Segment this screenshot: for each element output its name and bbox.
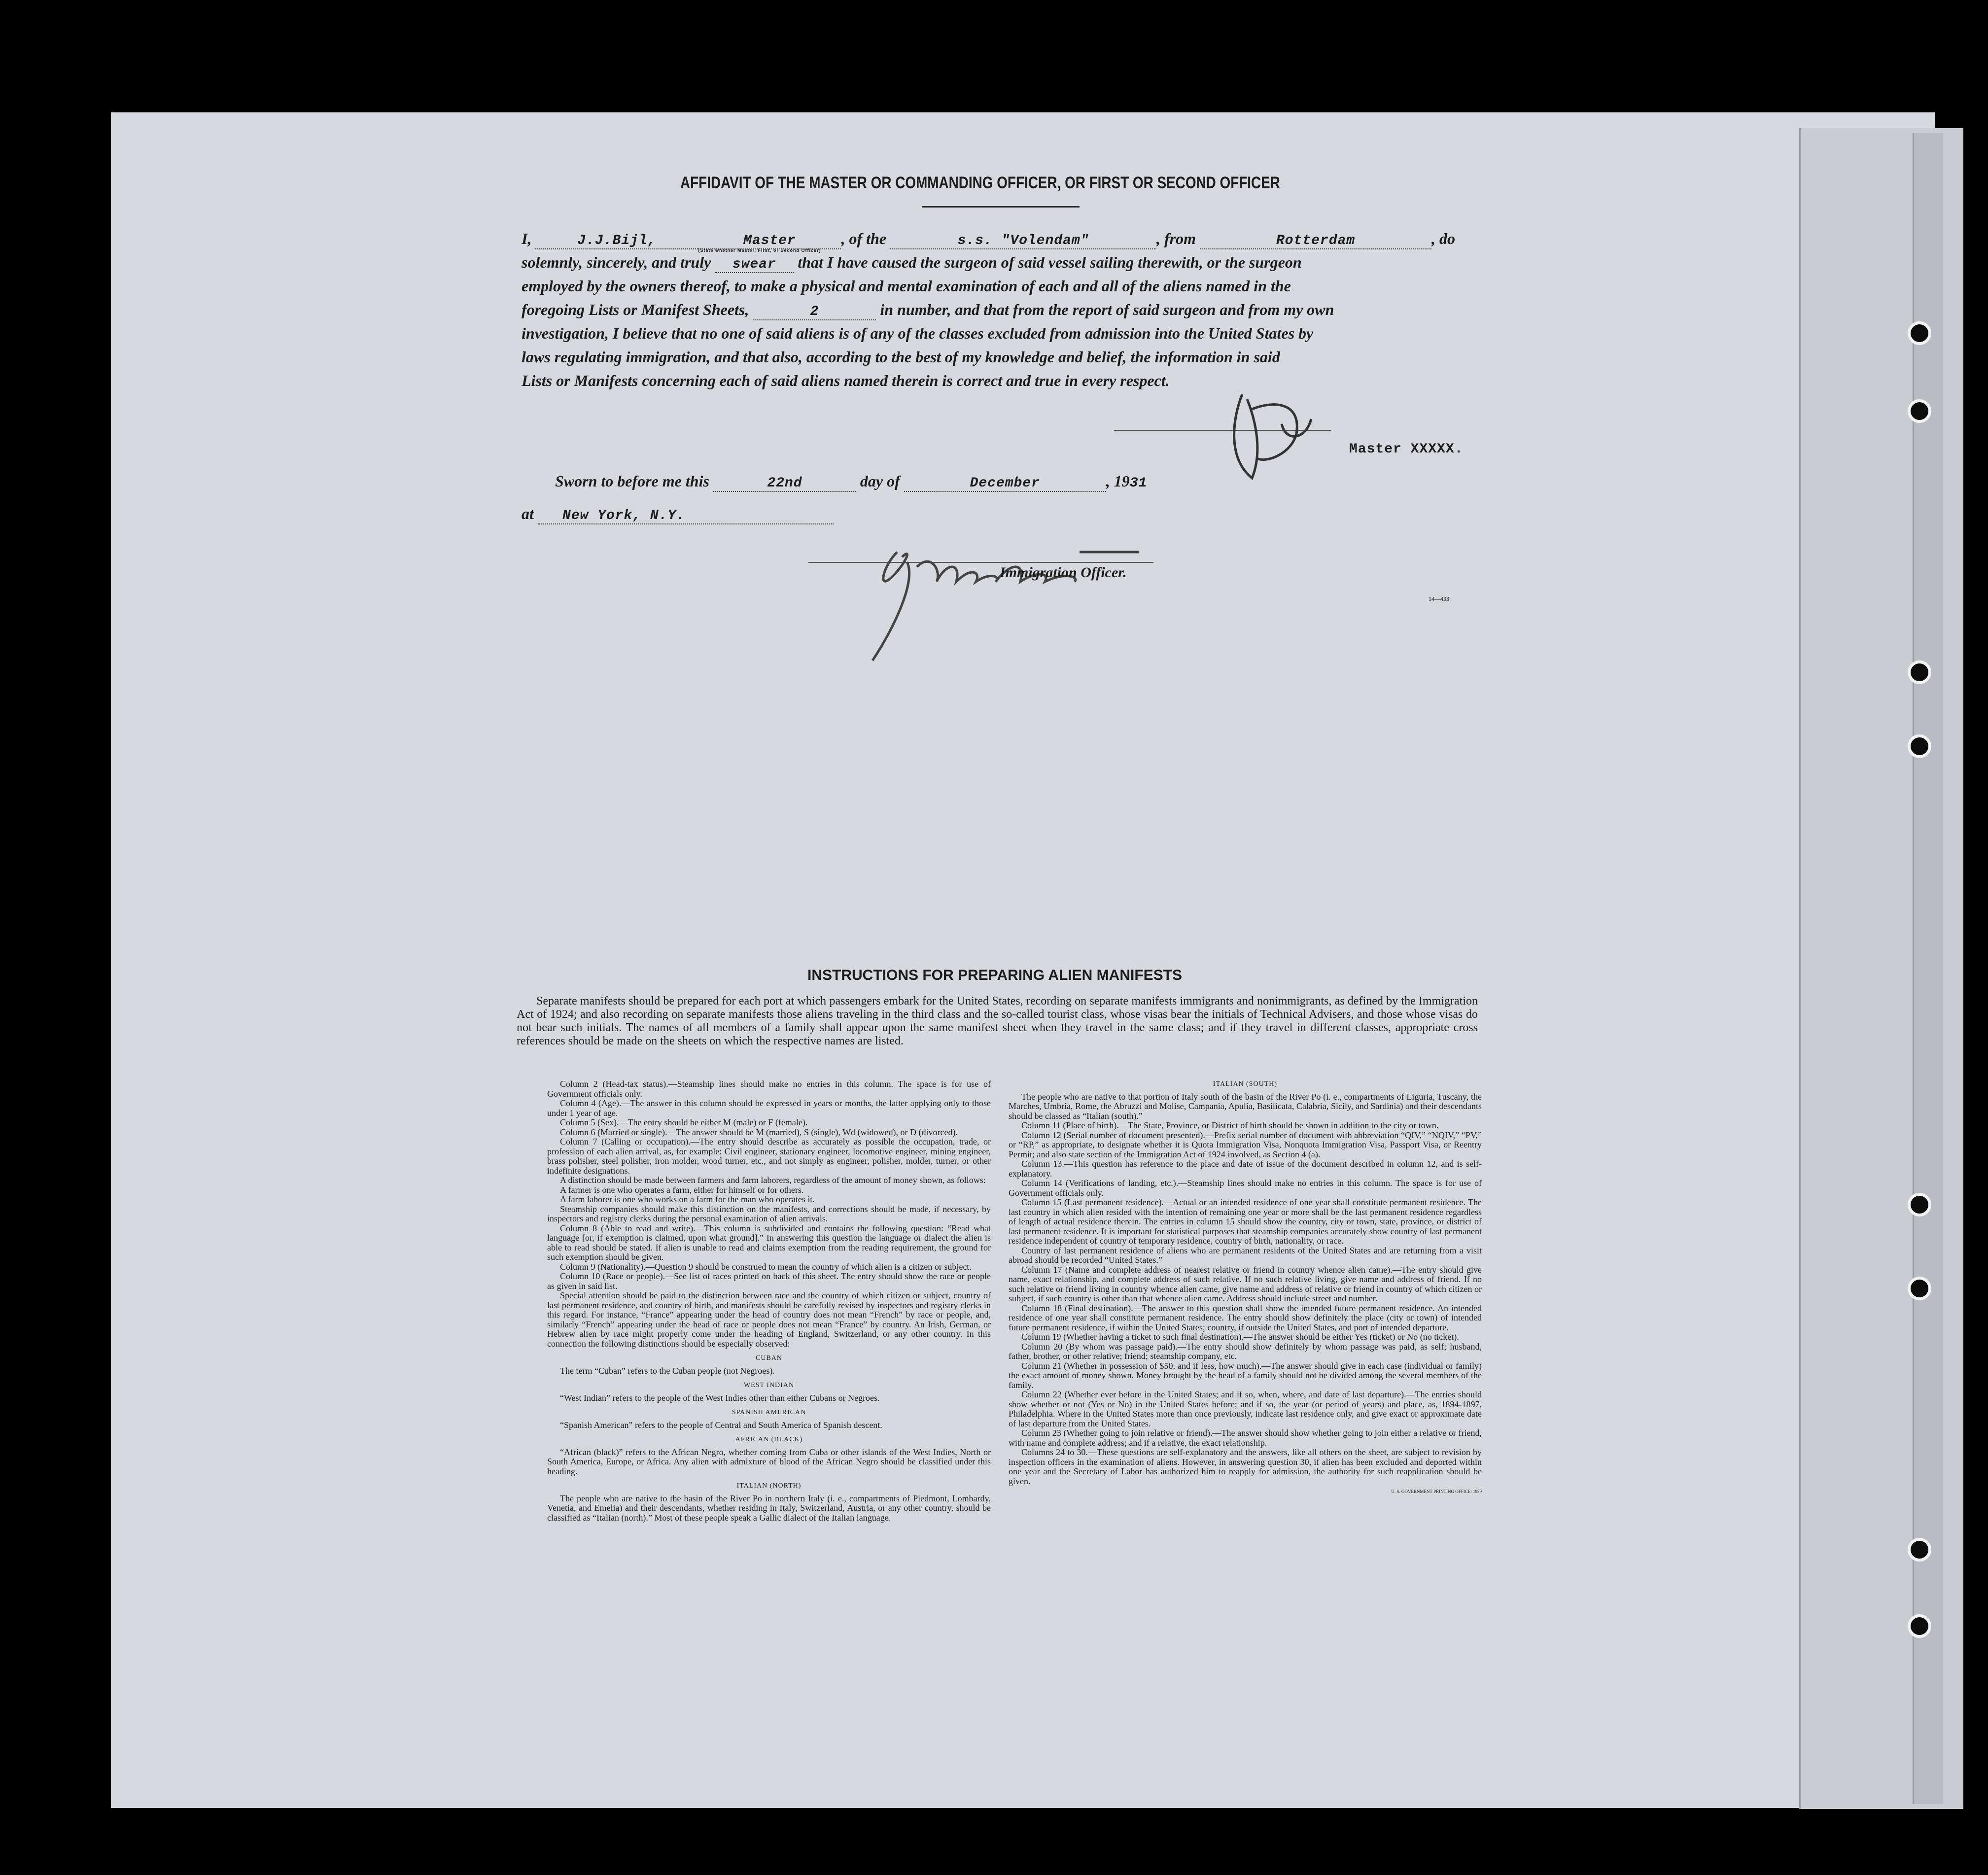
text-foregoing: foregoing Lists or Manifest Sheets,: [522, 301, 749, 318]
section-heading: SPANISH AMERICAN: [732, 1409, 806, 1416]
section-text: “African (black)” refers to the African Negro, whether coming from Cuba or other islands of the West Indies, North or South America, Europe, or Africa. Any alien with admixture of blood of the African Negro should be classified under this heading.: [547, 1447, 991, 1476]
right-paragraph: Column 18 (Final destination).—The answer to this question shall show the intended future permanent residence. An intended residence of one year shall constitute permanent residence. The entry should show definitely the place (city or town) of intended future permanent residence, if within the United States; country, if outside the United States, and port of intended departure.: [1009, 1303, 1482, 1332]
instructions-title: INSTRUCTIONS FOR PREPARING ALIEN MANIFESTS: [807, 967, 1183, 983]
section-heading: WEST INDIAN: [743, 1382, 795, 1389]
left-paragraph: Column 7 (Calling or occupation).—The entry should describe as accurately as possible the occupation, trade, or profession of each alien arrival, as, for example: Civil engineer, stationary engineer, locomotive engineer, mining engineer, brass polisher, steel polisher, iron molder, wood turner, etc., and not simply as engineer, polisher, molder, turner, or other indefinite designations.: [547, 1137, 991, 1176]
vessel-name: s.s. "Volendam": [957, 233, 1089, 248]
section-heading: ITALIAN (SOUTH): [1213, 1080, 1278, 1088]
binder-hole: [1908, 1538, 1931, 1562]
text-19: , 19: [1106, 472, 1130, 490]
left-paragraph: Steamship companies should make this distinction on the manifests, and corrections should be made, if necessary, by inspectors and registry clerks during the personal examination of alien arrivals.: [547, 1204, 991, 1223]
binder-hole: [1908, 1277, 1931, 1300]
sheet-count: 2: [810, 304, 819, 319]
sworn-day-field: [713, 476, 856, 492]
sworn-month-field: [904, 476, 1106, 492]
section-heading: AFRICAN (BLACK): [735, 1436, 803, 1443]
rank-note: (State whether Master, First, or Second Officer): [698, 248, 821, 253]
section-text: “Spanish American” refers to the people of Central and South America of Spanish descent.: [560, 1420, 882, 1430]
binder-hole: [1908, 734, 1931, 758]
right-paragraph: Columns 24 to 30.—These questions are self-explanatory and the answers, like all others on the sheet, are subject to revision by inspection officers in the examination of aliens. However, in answering question 30, if alien has been excluded and deported within one year and the Secretary of Labor has authorized him to reapply for admission, the authority for such reapplication should be given.: [1009, 1447, 1482, 1486]
affidavit-line1: [522, 230, 1455, 253]
left-paragraph: Column 4 (Age).—The answer in this column should be expressed in years or months, the latter applying only to those under 1 year of age.: [547, 1098, 991, 1118]
affidavit-line3: employed by the owners thereof, to make a physical and mental examination of each and all of the aliens named in the: [522, 277, 1291, 295]
section-text: The people who are native to the basin of the River Po in northern Italy (i. e., compartments of Piedmont, Lombardy, Venetia, and Emelia) and their descendants, whether residing in Italy, Switzerland, Austria, or any other country, should be classified as “Italian (north).” Most of these people speak a Gallic dialect of the Italian language.: [547, 1493, 991, 1523]
text-solemnly: solemnly, sincerely, and truly: [522, 253, 711, 271]
right-paragraph: The people who are native to that portion of Italy south of the basin of the River Po (i. e., compartments of Liguria, Tuscany, the Marches, Umbria, Rome, the Abruzzi and Molise, Campania, Apulia, Basilicata, Calabria, Sicily, and Sardinia) and their descendants should be classed as “Italian (south).”: [1009, 1091, 1482, 1121]
left-paragraph: A farmer is one who operates a farm, either for himself or for others.: [560, 1184, 804, 1195]
text-do: , do: [1431, 230, 1455, 247]
sworn-place: New York, N.Y.: [562, 508, 686, 523]
title-underline: [922, 206, 1080, 208]
oath-field: [715, 257, 794, 273]
text-at: at: [522, 505, 534, 522]
text-sworn: Sworn to before me this: [555, 472, 709, 490]
sworn-month: December: [970, 476, 1040, 491]
right-paragraph: Column 15 (Last permanent residence).—Actual or an intended residence of one year shall constitute permanent residence. The last country in which alien resided with the intention of remaining one year or more shall be the last permanent residence regardless of length of actual residence therein. The entries in column 15 should show the country, city or town, state, province, or district of last permanent residence. It is important for statistical purposes that steamship companies accurately show country of last permanent residence independent of country of temporary residence, country of birth, nationality, or race.: [1009, 1197, 1482, 1246]
left-paragraph: Column 5 (Sex).—The entry should be either M (male) or F (female).: [560, 1117, 808, 1127]
binder-hole: [1908, 1193, 1931, 1216]
right-paragraph: Column 11 (Place of birth).—The State, Province, or District of birth should be shown in addition to the city or town.: [1021, 1120, 1439, 1130]
instructions-right-column: [1009, 1079, 1482, 1497]
text-from: , from: [1156, 230, 1196, 247]
master-name: J.J.Bijl,: [577, 233, 657, 248]
right-paragraph: Column 22 (Whether ever before in the United States; and if so, when, where, and date of last departure).—The entries should show whether or not (Yes or No) in the United States before; and if so, the year (or period of years) and place, as, 1894-1897, Philadelphia. Where in the United States more than once previously, indicate last residence only, and give exact or approximate date of last departure from the United States.: [1009, 1389, 1482, 1428]
left-paragraph: Column 9 (Nationality).—Question 9 should be construed to mean the country of which alien is a citizen or subject.: [560, 1261, 972, 1272]
affidavit-title: AFFIDAVIT OF THE MASTER OR COMMANDING OFFICER, OR FIRST OR SECOND OFFICER: [680, 174, 1280, 192]
text-day-of: day of: [860, 472, 900, 490]
right-paragraph: Column 20 (By whom was passage paid).—The entry should show definitely by whom passage was paid, as self; husband, father, brother, or other relative; friend; steamship company, etc.: [1009, 1341, 1482, 1361]
immigration-officer-label: Immigration Officer.: [1000, 564, 1127, 581]
affidavit-line6: laws regulating immigration, and that also, according to the best of my knowledge and belief, the information in said: [522, 348, 1280, 366]
binder-hole: [1908, 399, 1931, 423]
form-number: 14—433: [1429, 595, 1449, 602]
right-paragraph: Country of last permanent residence of aliens who are permanent residents of the United States and are returning from a visit abroad should be recorded “United States.”: [1009, 1245, 1482, 1265]
left-paragraph: Column 6 (Married or single).—The answer should be M (married), S (single), Wd (widowed), or D (divorced).: [560, 1127, 958, 1137]
binder-hole: [1908, 1614, 1931, 1638]
officer-signature: [863, 532, 1168, 665]
right-paragraph: Column 23 (Whether going to join relative or friend).—The answer should show whether going to join either a relative or friend, with name and complete address; and if a relative, the exact relationship.: [1009, 1428, 1482, 1448]
port-field: [1200, 233, 1431, 249]
right-paragraph: Column 17 (Name and complete address of nearest relative or friend in country whence alien came).—The entry should give name, exact relationship, and complete address of such relative. If no such relative living, give name and address of friend. If no such relative or friend living in country whence alien came, give name and address of relative or friend in country of which citizen or subject, if such country is other than that whence alien came. Address should include street and number.: [1009, 1264, 1482, 1303]
instructions-intro: Separate manifests should be prepared for each port at which passengers embark for the United States, recording on separate manifests immigrants and nonimmigrants, as defined by the Immigration Act of 1924; and also recording on separate manifests those aliens traveling in the third class and the so-called tourist class, whose visas bear the initials of Technical Advisers, and those whose visas do not bear such initials. The names of all members of a family shall appear upon the same manifest sheet when they travel in the same class; and if they travel in different classes, appropriate cross references should be made on the sheets on which the respective names are listed.: [517, 995, 1478, 1047]
left-paragraph: Column 8 (Able to read and write).—This column is subdivided and contains the following question: “Read what language [or, if exemption is claimed, upon what ground].” In answering this question the language or dialect the alien is able to read should be stated. If alien is unable to read and claims exemption from the reading requirement, the ground for such exemption should be given.: [547, 1223, 991, 1262]
master-signature: [1222, 380, 1331, 488]
section-heading: ITALIAN (NORTH): [736, 1482, 802, 1490]
place-field: [538, 508, 834, 524]
right-paragraph: Column 14 (Verifications of landing, etc.).—Steamship lines should make no entries in this column. The space is for use of Government officials only.: [1009, 1178, 1482, 1198]
right-paragraph: Column 19 (Whether having a ticket to such final destination).—The answer should be either Yes (ticket) or No (no ticket).: [1021, 1332, 1459, 1342]
left-paragraph: Special attention should be paid to the distinction between race and the country of which citizen or subject, country of last permanent residence, and country of birth, and manifests should be carefully revised by inspectors and registry clerks in this regard. For instance, “France” appearing under the head of country does not mean “French” by race or people, and, similarly “French” appearing under the head of race or people does not mean “France” by country. An Irish, German, or Hebrew alien by race might properly come under the heading of England, Switzerland, or any other country. In this connection the following distinctions should be especially observed:: [547, 1290, 991, 1349]
affidavit-line7: Lists or Manifests concerning each of said aliens named therein is correct and true in every respect.: [522, 372, 1170, 389]
rank-value: Master: [743, 233, 796, 248]
section-heading: CUBAN: [755, 1354, 782, 1362]
printer-imprint: U. S. GOVERNMENT PRINTING OFFICE: 1929: [1391, 1489, 1482, 1494]
master-name-field: [535, 233, 698, 249]
right-paragraph: Column 21 (Whether in possession of $50, and if less, how much).—The answer should give in each case (individual or family) the exact amount of money shown. Money brought by the head of a family should not be divided among the several members of the family.: [1009, 1360, 1482, 1390]
sworn-line: [555, 472, 1147, 492]
text-i: I,: [522, 230, 532, 247]
binder-hole: [1908, 321, 1931, 345]
affidavit-line2: [522, 253, 1302, 273]
left-paragraph: Column 10 (Race or people).—See list of races printed on back of this sheet. The entry should show the race or people as given in said list.: [547, 1271, 991, 1291]
text-in-number: in number, and that from the report of said surgeon and from my own: [880, 301, 1334, 318]
affidavit-line5: investigation, I believe that no one of said aliens is of any of the classes excluded from admission into the United States by: [522, 324, 1314, 342]
vessel-field: [890, 233, 1156, 249]
instructions-left-column: [547, 1079, 991, 1523]
text-of-the: , of the: [841, 230, 886, 247]
manifest-sheet: [111, 112, 1935, 1808]
left-paragraph: A distinction should be made between farmers and farm laborers, regardless of the amount of money shown, as follows:: [560, 1175, 986, 1185]
oath-value: swear: [732, 257, 776, 272]
left-paragraph: Column 2 (Head-tax status).—Steamship lines should make no entries in this column. The space is for use of Government officials only.: [547, 1079, 991, 1099]
master-title: Master XXXXX.: [1349, 442, 1464, 457]
left-paragraph: A farm laborer is one who works on a farm for the man who operates it.: [560, 1194, 815, 1204]
right-paragraph: Column 13.—This question has reference to the place and date of issue of the document described in column 12, and is self-explanatory.: [1009, 1159, 1482, 1179]
section-text: The term “Cuban” refers to the Cuban people (not Negroes).: [560, 1365, 775, 1376]
binder-hole: [1908, 660, 1931, 684]
text-surgeon: that I have caused the surgeon of said vessel sailing therewith, or the surgeon: [798, 253, 1302, 271]
port-name: Rotterdam: [1276, 233, 1356, 248]
right-paragraph: Column 12 (Serial number of document presented).—Prefix serial number of document with abbreviation “QIV,” “NQIV,” “PV,” or “RP,” as appropriate, to designate whether it is Quota Immigration Visa, Nonquota Immigration Visa, Passport Visa, or Reentry Permit; and also state section of the Immigration Act of 1924 involved, as Section 4 (a).: [1009, 1130, 1482, 1159]
affidavit-line4: [522, 301, 1334, 320]
sheet-count-field: [753, 304, 876, 320]
section-text: “West Indian” refers to the people of the West Indies other than either Cubans or Negroes.: [560, 1392, 880, 1403]
sworn-year: 31: [1129, 476, 1148, 491]
at-line: [522, 505, 834, 524]
sworn-day: 22nd: [767, 476, 802, 491]
rank-field: [698, 233, 841, 253]
